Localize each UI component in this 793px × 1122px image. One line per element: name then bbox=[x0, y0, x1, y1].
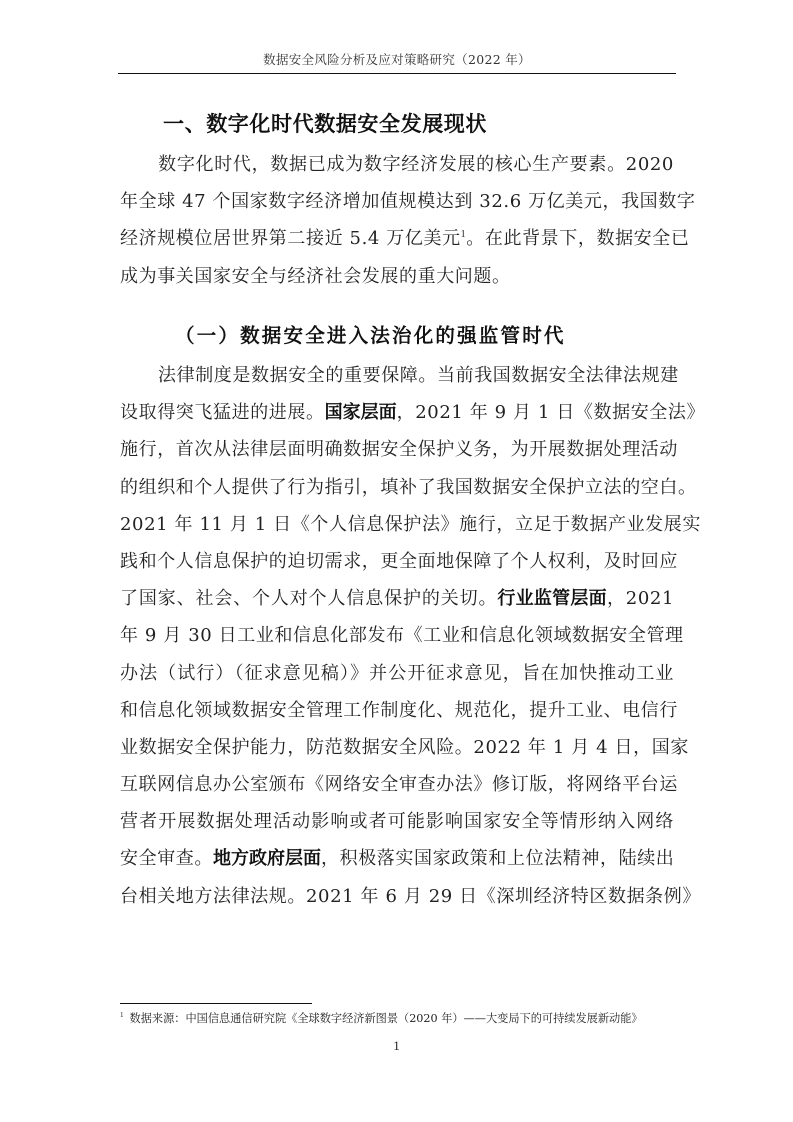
text-line: 营者开展数据处理活动影响或者可能影响国家安全等情形纳入网络 bbox=[120, 811, 674, 833]
text-line bbox=[120, 146, 674, 183]
page-number: 1 bbox=[393, 1038, 400, 1053]
bold-label-industry: 行业监管层面 bbox=[497, 588, 607, 610]
text-line: 年全球 47 个国家数字经济增加值规模达到 32.6 万亿美元，我国数字 bbox=[120, 191, 696, 213]
text-line bbox=[120, 220, 690, 257]
text-run: 法律制度是数据安全的重要保障。当前我国数据安全法律法规建 bbox=[158, 365, 679, 386]
header-rule bbox=[118, 73, 676, 74]
text-line bbox=[120, 580, 674, 617]
text-line: 互联网信息办公室颁布《网络安全审查办法》修订版，将网络平台运 bbox=[120, 774, 678, 796]
text-line bbox=[120, 840, 674, 877]
text-line: 和信息化领域数据安全管理工作制度化、规范化，提升工业、电信行 bbox=[120, 699, 678, 721]
subsection-heading: （一）数据安全进入法治化的强监管时代 bbox=[175, 324, 566, 347]
text-run: 经济规模位居世界第二接近 5.4 万亿美元 bbox=[120, 228, 461, 250]
text-line: 成为事关国家安全与经济社会发展的重大问题。 bbox=[120, 265, 511, 287]
legal-framework-paragraph bbox=[120, 357, 706, 915]
text-run: 数字化时代，数据已成为数字经济发展的核心生产要素。2020 bbox=[158, 154, 674, 175]
text-run: 。在此背景下，数据安全已 bbox=[466, 228, 690, 250]
text-line: 年 9 月 30 日工业和信息化部发布《工业和信息化领域数据安全管理 bbox=[120, 625, 684, 647]
text-run: ，2021 bbox=[606, 588, 675, 610]
text-run: ，积极落实国家政策和上位法精神，陆续出 bbox=[321, 848, 675, 870]
footnote-text: 数据来源：中国信息通信研究院《全球数字经济新图景（2020 年）——大变局下的可持续发展新动能》 bbox=[129, 1012, 643, 1025]
footnote bbox=[120, 1010, 680, 1026]
section-heading: 一、数字化时代数据安全发展现状 bbox=[163, 112, 487, 136]
text-run: ，2021 年 9 月 1 日《数据安全法》 bbox=[396, 402, 706, 424]
bold-label-national: 国家层面 bbox=[324, 402, 397, 424]
intro-paragraph bbox=[120, 146, 696, 295]
text-run: 了国家、社会、个人对个人信息保护的关切。 bbox=[120, 588, 498, 610]
footnote-rule bbox=[120, 1003, 312, 1004]
text-line: 业数据安全保护能力，防范数据安全风险。2022 年 1 月 4 日，国家 bbox=[120, 736, 689, 758]
text-line bbox=[120, 394, 706, 431]
text-run: 设取得突飞猛进的进展。 bbox=[120, 402, 325, 424]
bold-label-local: 地方政府层面 bbox=[213, 848, 321, 870]
text-line: 2021 年 11 月 1 日《个人信息保护法》施行，立足于数据产业发展实 bbox=[120, 513, 701, 535]
text-line: 践和个人信息保护的迫切需求，更全面地保障了个人权利，及时回应 bbox=[120, 550, 678, 572]
running-header: 数据安全风险分析及应对策略研究（2022 年） bbox=[263, 52, 531, 67]
text-run: 安全审查。 bbox=[120, 848, 213, 870]
footnote-reference[interactable]: 1 bbox=[460, 229, 467, 241]
footnote-marker: 1 bbox=[120, 1011, 124, 1020]
text-line: 台相关地方法律法规。2021 年 6 月 29 日《深圳经济特区数据条例》 bbox=[120, 885, 701, 907]
text-line: 的组织和个人提供了行为指引，填补了我国数据安全保护立法的空白。 bbox=[120, 476, 697, 498]
text-line: 施行，首次从法律层面明确数据安全保护义务，为开展数据处理活动 bbox=[120, 439, 678, 461]
text-line: 办法（试行）（征求意见稿）》并公开征求意见，旨在加快推动工业 bbox=[120, 662, 674, 684]
text-line bbox=[120, 357, 679, 394]
